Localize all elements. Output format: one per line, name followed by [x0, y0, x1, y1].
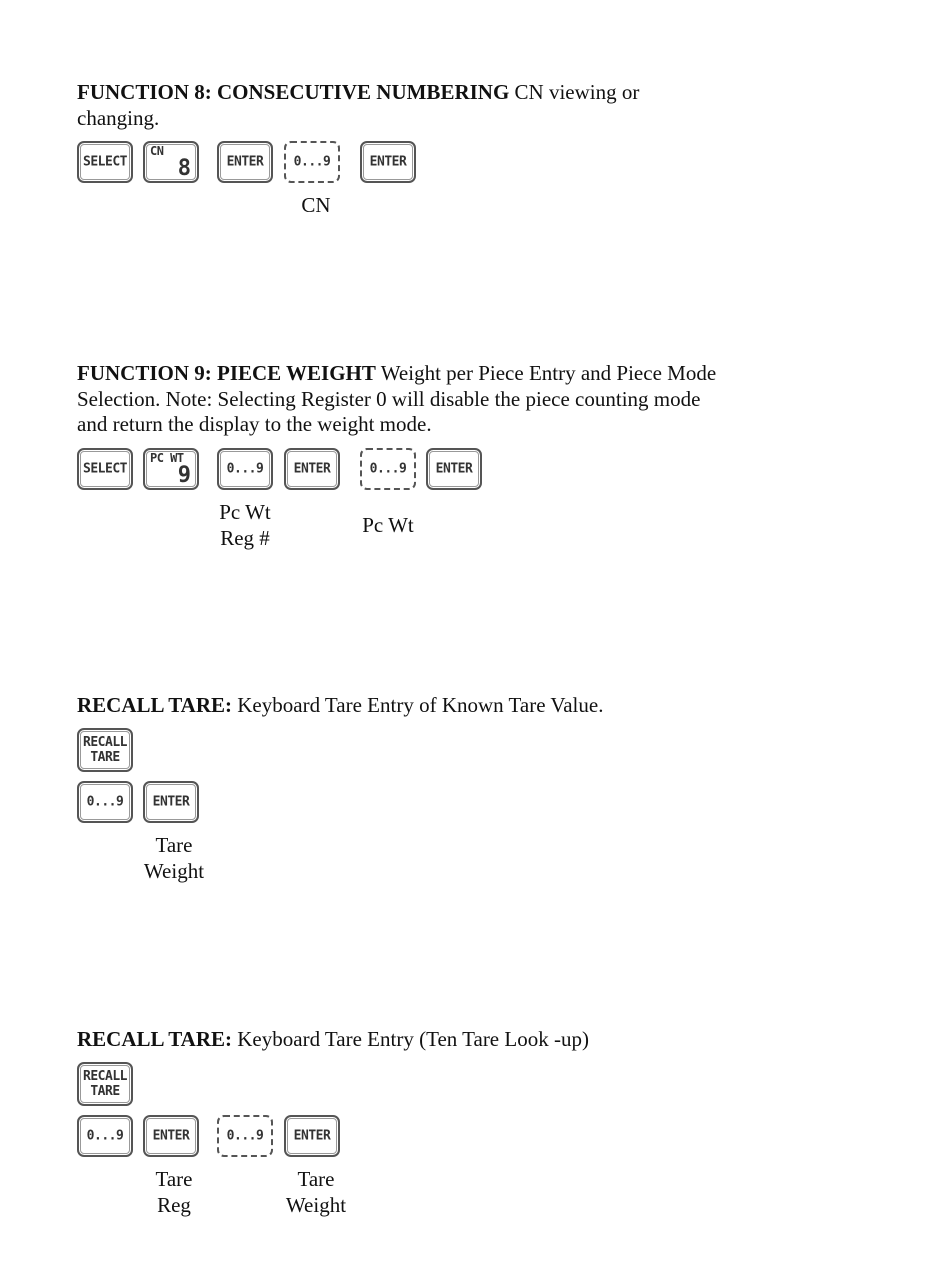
enter-key: ENTER	[426, 448, 482, 490]
caption-tare: Tare	[155, 1167, 193, 1191]
recall-tare-key: RECALL TARE	[77, 728, 133, 772]
caption-pc-wt: Pc Wt	[362, 513, 414, 537]
function-9-description: Weight per Piece Entry and Piece Mode Selection. Note: Selecting Register 0 will disable the piece counting mode and return the display to the weight mode.	[77, 361, 717, 436]
caption-cn: CN	[301, 193, 331, 217]
enter-key: ENTER	[143, 1115, 199, 1157]
digit-key: 0...9	[217, 448, 273, 490]
recall-tare-lookup-description: Keyboard Tare Entry (Ten Tare Look -up)	[232, 1027, 589, 1051]
enter-key: ENTER	[217, 141, 273, 183]
caption-weight: Weight	[285, 1193, 347, 1217]
cn-8-key: CN 8	[143, 141, 199, 183]
enter-key: ENTER	[360, 141, 416, 183]
function-8-title: FUNCTION 8: CONSECUTIVE NUMBERING	[77, 80, 510, 104]
recall-tare-heading	[77, 693, 717, 719]
recall-tare-lookup-heading	[77, 1027, 717, 1053]
function-8-description: CN viewing or changing.	[77, 80, 640, 130]
select-key: SELECT	[77, 141, 133, 183]
digit-key: 0...9	[77, 781, 133, 823]
pc-wt-9-key: PC WT 9	[143, 448, 199, 490]
digit-key-optional: 0...9	[284, 141, 340, 183]
select-key: SELECT	[77, 448, 133, 490]
function-9-title: FUNCTION 9: PIECE WEIGHT	[77, 361, 376, 385]
caption-tare: Tare	[155, 833, 193, 857]
caption-pc-wt: Pc Wt	[219, 500, 271, 524]
recall-tare-lookup-title: RECALL TARE:	[77, 1027, 233, 1051]
enter-key: ENTER	[143, 781, 199, 823]
recall-tare-key: RECALL TARE	[77, 1062, 133, 1106]
caption-reg: Reg	[157, 1193, 191, 1217]
enter-key: ENTER	[284, 1115, 340, 1157]
caption-weight: Weight	[143, 859, 205, 883]
function-9-heading	[77, 361, 717, 438]
caption-reg: Reg #	[220, 526, 270, 550]
recall-tare-description: Keyboard Tare Entry of Known Tare Value.	[232, 693, 604, 717]
enter-key: ENTER	[284, 448, 340, 490]
digit-key-optional: 0...9	[217, 1115, 273, 1157]
recall-tare-title: RECALL TARE:	[77, 693, 233, 717]
digit-key: 0...9	[77, 1115, 133, 1157]
caption-tare: Tare	[297, 1167, 335, 1191]
function-8-heading	[77, 80, 717, 131]
digit-key-optional: 0...9	[360, 448, 416, 490]
